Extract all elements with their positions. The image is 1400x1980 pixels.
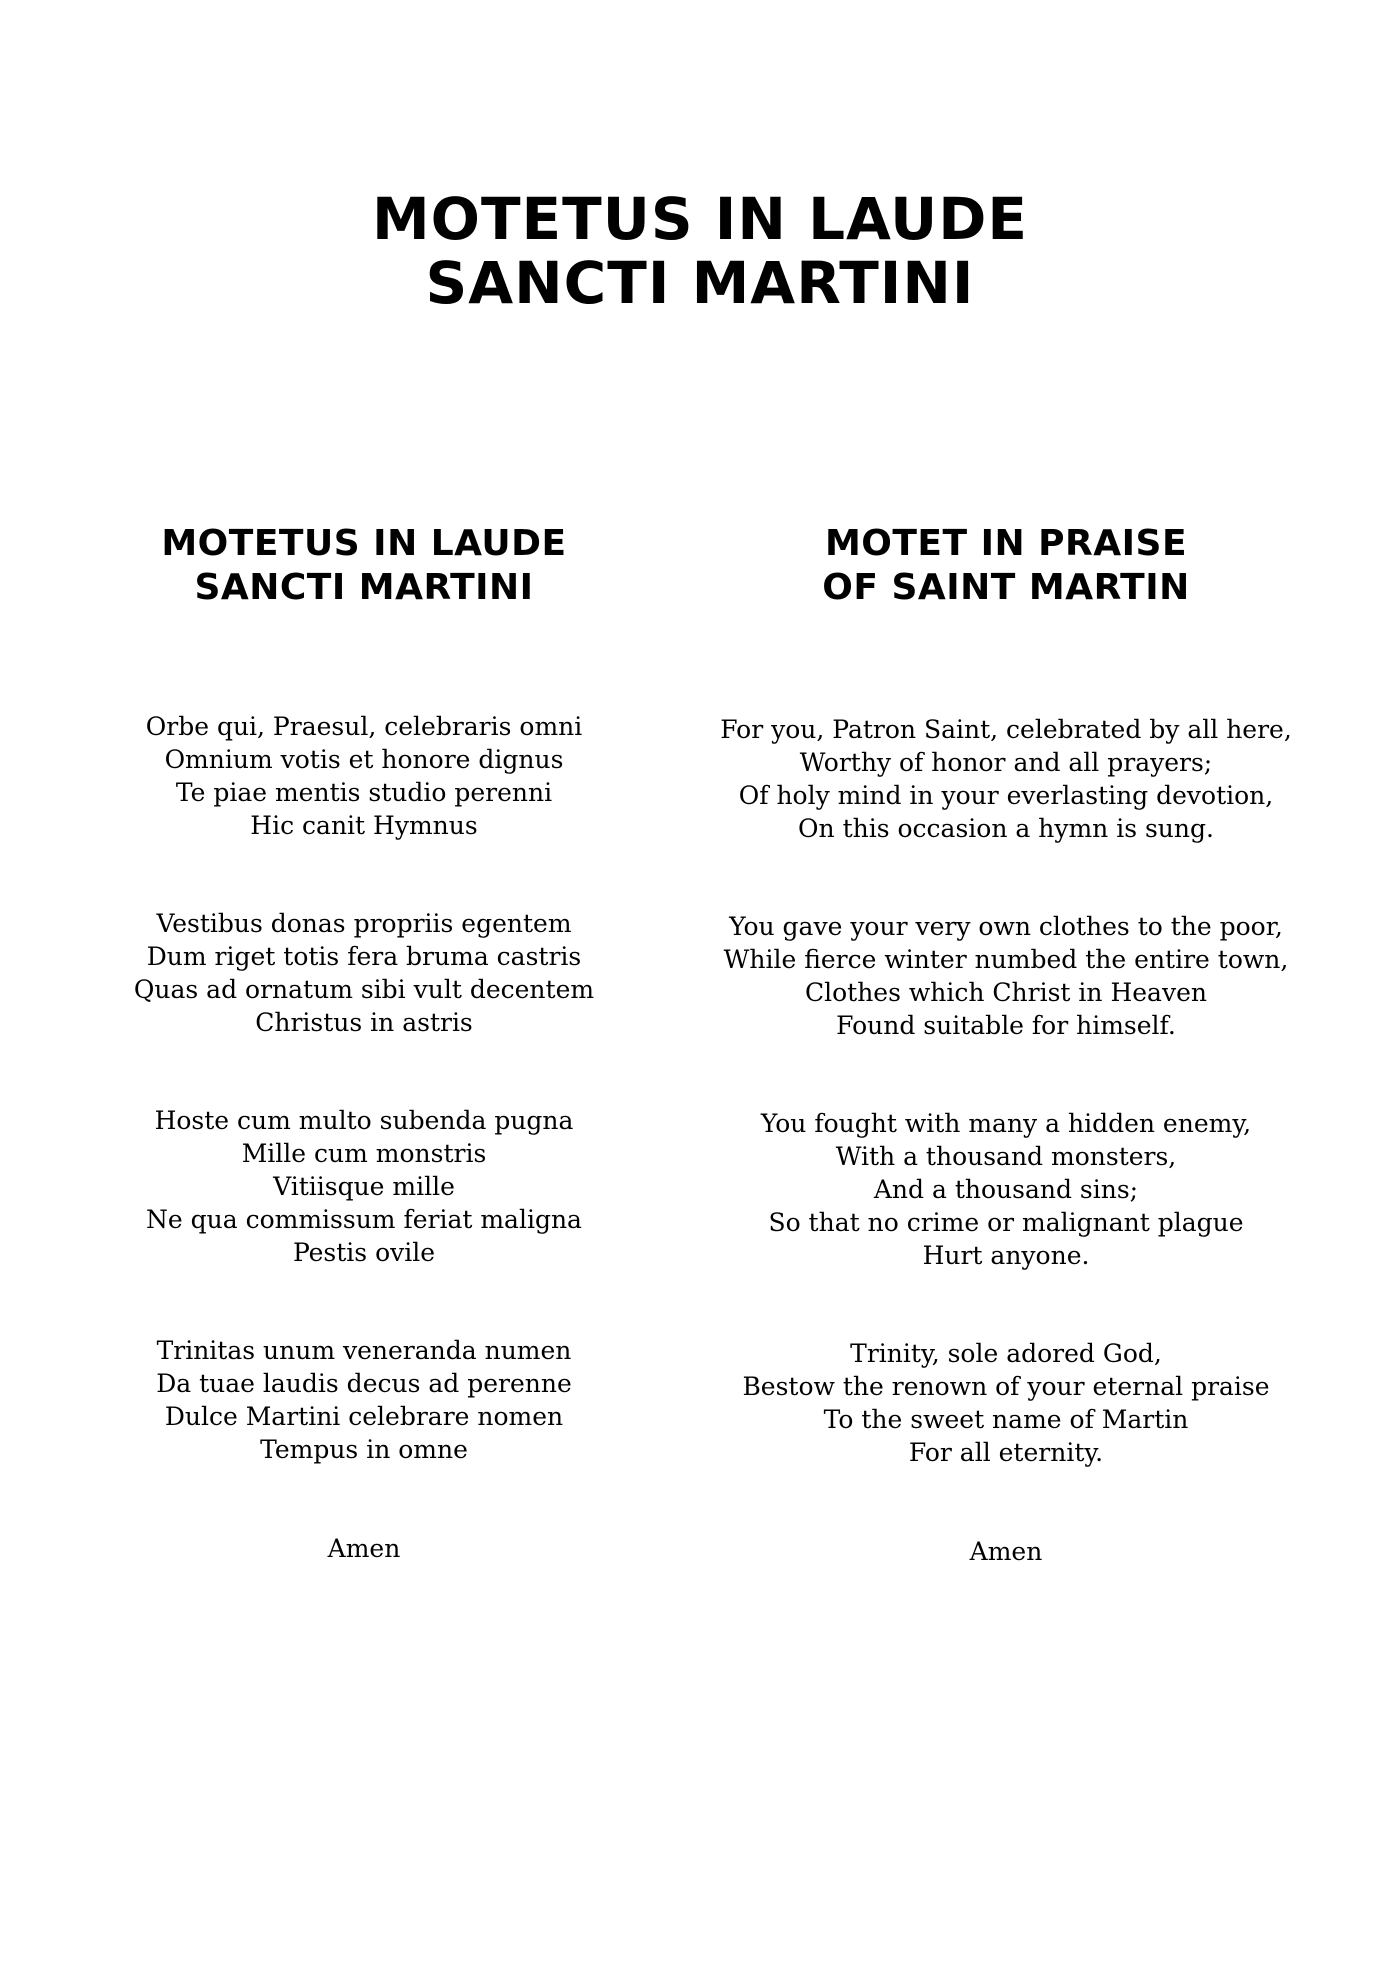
latin-stanza <box>54 907 674 1039</box>
latin-stanza <box>54 1104 674 1269</box>
latin-amen: Amen <box>327 1534 401 1563</box>
english-heading-line: OF SAINT MARTIN <box>822 567 1190 608</box>
verse-line: While fierce winter numbed the entire town, <box>723 945 1289 974</box>
english-stanza <box>696 1107 1316 1272</box>
verse-line: Tempus in omne <box>260 1435 468 1464</box>
latin-stanza <box>54 710 674 842</box>
verse-line: With a thousand monsters, <box>835 1142 1177 1171</box>
verse-line: Dulce Martini celebrare nomen <box>164 1402 564 1431</box>
verse-line: Found suitable for himself. <box>836 1011 1176 1040</box>
english-stanza <box>696 713 1316 845</box>
latin-stanza <box>54 1334 674 1466</box>
verse-line: Clothes which Christ in Heaven <box>804 978 1207 1007</box>
page-title-line: MOTETUS IN LAUDE <box>371 184 1029 253</box>
english-heading-line: MOTET IN PRAISE <box>824 523 1188 564</box>
verse-line: Ne qua commissum feriat maligna <box>146 1205 582 1234</box>
verse-line: For you, Patron Saint, celebrated by all here, <box>720 715 1292 744</box>
page-title-line: SANCTI MARTINI <box>425 248 975 317</box>
verse-line: Hurt anyone. <box>922 1241 1090 1270</box>
verse-line: Omnium votis et honore dignus <box>164 745 564 774</box>
english-amen: Amen <box>969 1537 1043 1566</box>
verse-line: Dum riget totis fera bruma castris <box>146 942 582 971</box>
verse-line: Orbe qui, Praesul, celebraris omni <box>145 712 583 741</box>
verse-line: Pestis ovile <box>292 1238 436 1267</box>
verse-line: Of holy mind in your everlasting devotion, <box>738 781 1274 810</box>
verse-line: On this occasion a hymn is sung. <box>798 814 1214 843</box>
verse-line: For all eternity. <box>908 1438 1104 1467</box>
verse-line: To the sweet name of Martin <box>823 1405 1189 1434</box>
verse-line: Hic canit Hymnus <box>250 811 478 840</box>
verse-line: Vitiisque mille <box>273 1172 455 1201</box>
verse-line: Vestibus donas propriis egentem <box>156 909 572 938</box>
english-stanza <box>696 910 1316 1042</box>
page-title <box>0 184 1400 317</box>
verse-line: Mille cum monstris <box>241 1139 487 1168</box>
verse-line: Worthy of honor and all prayers; <box>799 748 1213 777</box>
verse-line: Da tuae laudis decus ad perenne <box>156 1369 572 1398</box>
verse-line: Trinity, sole adored God, <box>850 1339 1162 1368</box>
english-column <box>696 522 1316 1566</box>
english-stanza <box>696 1337 1316 1469</box>
english-heading <box>696 522 1316 614</box>
verse-line: You gave your very own clothes to the poor, <box>729 912 1283 941</box>
latin-heading-line: SANCTI MARTINI <box>194 567 534 608</box>
verse-line: Trinitas unum veneranda numen <box>156 1336 572 1365</box>
verse-line: So that no crime or malignant plague <box>768 1208 1244 1237</box>
verse-line: You fought with many a hidden enemy, <box>760 1109 1252 1138</box>
latin-heading-line: MOTETUS IN LAUDE <box>161 523 567 564</box>
verse-line: And a thousand sins; <box>873 1175 1139 1204</box>
latin-column <box>54 522 674 1563</box>
verse-line: Bestow the renown of your eternal praise <box>742 1372 1270 1401</box>
verse-line: Te piae mentis studio perenni <box>175 778 553 807</box>
verse-line: Christus in astris <box>255 1008 473 1037</box>
verse-line: Hoste cum multo subenda pugna <box>154 1106 574 1135</box>
latin-heading <box>54 522 674 614</box>
verse-line: Quas ad ornatum sibi vult decentem <box>133 975 595 1004</box>
